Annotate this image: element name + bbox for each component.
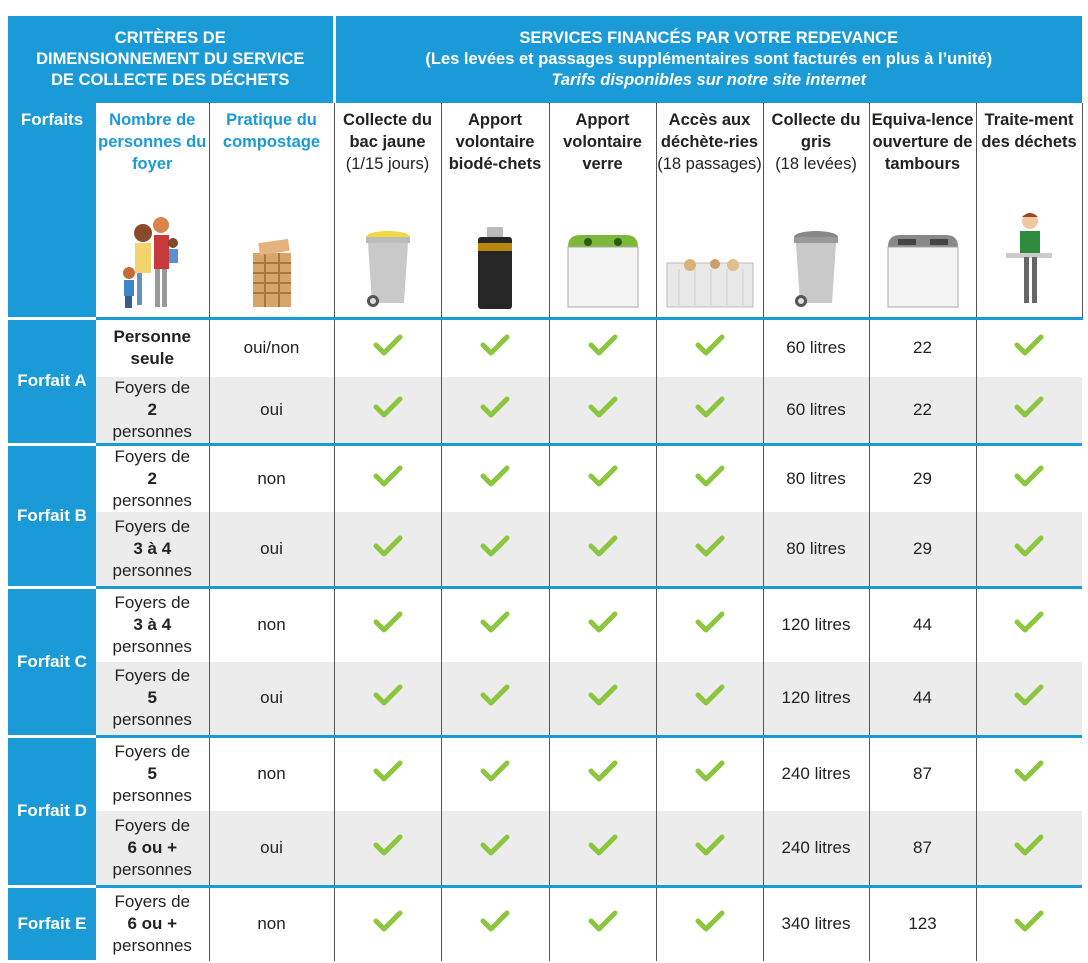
- household-text: Foyers de: [114, 593, 191, 613]
- column-header-label: Apport volontaire biodé-chets: [448, 111, 542, 173]
- included-check-icon: [441, 662, 549, 736]
- grey-bin-volume: 120 litres: [763, 587, 869, 662]
- grey-bin-icon: [764, 229, 869, 309]
- included-check-icon: [656, 512, 763, 587]
- included-check-icon: [441, 587, 549, 662]
- column-header-label: Forfaits: [20, 110, 84, 129]
- services-title: SERVICES FINANCÉS PAR VOTRE REDEVANCE: [519, 29, 899, 47]
- worker-icon: [977, 209, 1082, 309]
- skip-container-icon: [657, 259, 763, 309]
- table-row: [8, 811, 1082, 886]
- column-header-label: Collecte du bac jaune: [343, 111, 432, 151]
- included-check-icon: [656, 886, 763, 961]
- yellow-bin-icon: [335, 229, 441, 309]
- household-text: Foyers de: [114, 742, 191, 762]
- forfait-label: Forfait B: [8, 445, 96, 588]
- household-size: [96, 886, 209, 961]
- biowaste-container-icon: [442, 227, 549, 309]
- included-check-icon: [976, 736, 1082, 811]
- table-row: [8, 587, 1082, 662]
- household-text: personnes: [112, 859, 192, 879]
- column-header-label: Nombre de personnes du foyer: [98, 111, 207, 173]
- included-check-icon: [976, 512, 1082, 587]
- included-check-icon: [656, 736, 763, 811]
- included-check-icon: [549, 512, 656, 587]
- compost-value: non: [209, 886, 334, 961]
- included-check-icon: [976, 886, 1082, 961]
- criteria-line: CRITÈRES DE: [114, 29, 226, 47]
- column-header-label: Apport volontaire verre: [563, 111, 642, 173]
- compost-value: oui/non: [209, 318, 334, 377]
- drum-openings: 44: [869, 662, 976, 736]
- grey-bin-volume: 120 litres: [763, 662, 869, 736]
- included-check-icon: [656, 811, 763, 886]
- table-row: [8, 736, 1082, 811]
- grey-bin-volume: 240 litres: [763, 811, 869, 886]
- column-header: [976, 103, 1082, 318]
- grey-bin-volume: 340 litres: [763, 886, 869, 961]
- compost-value: oui: [209, 512, 334, 587]
- column-header: [441, 103, 549, 318]
- included-check-icon: [334, 662, 441, 736]
- table-row: [8, 377, 1082, 445]
- included-check-icon: [334, 886, 441, 961]
- household-count: 2: [147, 400, 157, 419]
- forfait-label: Forfait E: [8, 886, 96, 961]
- household-count: 6 ou +: [127, 914, 178, 934]
- compost-value: non: [209, 445, 334, 513]
- table-row: [8, 662, 1082, 736]
- services-note: (Les levées et passages supplémentaires sont facturés en plus à l’unité): [425, 50, 993, 68]
- included-check-icon: [334, 811, 441, 886]
- compost-bin-icon: [210, 239, 334, 309]
- included-check-icon: [976, 587, 1082, 662]
- table-row: [8, 445, 1082, 513]
- grey-bin-volume: 240 litres: [763, 736, 869, 811]
- column-header: [8, 103, 96, 318]
- included-check-icon: [441, 318, 549, 377]
- criteria-header: [8, 16, 334, 103]
- included-check-icon: [441, 736, 549, 811]
- drum-openings: 87: [869, 811, 976, 886]
- household-size: [96, 377, 209, 445]
- compost-value: oui: [209, 377, 334, 445]
- drum-openings: 29: [869, 445, 976, 513]
- glass-container-icon: [550, 233, 656, 309]
- household-text: Foyers de: [114, 892, 191, 912]
- included-check-icon: [976, 811, 1082, 886]
- household-text: personnes: [112, 710, 192, 730]
- household-count: 2: [147, 469, 157, 488]
- included-check-icon: [656, 377, 763, 445]
- household-text: Foyers de: [114, 815, 191, 835]
- grey-bin-volume: 60 litres: [763, 318, 869, 377]
- household-text: Foyers de: [114, 447, 191, 466]
- household-count: Personne seule: [113, 327, 191, 369]
- column-header: [96, 103, 209, 318]
- drum-openings: 22: [869, 377, 976, 445]
- included-check-icon: [656, 318, 763, 377]
- included-check-icon: [441, 445, 549, 513]
- drum-openings: 29: [869, 512, 976, 587]
- household-text: personnes: [112, 560, 192, 580]
- included-check-icon: [549, 736, 656, 811]
- household-text: personnes: [112, 637, 192, 657]
- included-check-icon: [549, 587, 656, 662]
- column-header-label: Traite-ment des déchets: [981, 111, 1077, 151]
- grey-bin-volume: 60 litres: [763, 377, 869, 445]
- household-size: [96, 445, 209, 513]
- column-header: [209, 103, 334, 318]
- column-header-label: Equiva-lence ouverture de tambours: [871, 111, 974, 173]
- included-check-icon: [549, 662, 656, 736]
- column-header-sub: (18 levées): [775, 155, 857, 173]
- column-header-sub: (18 passages): [657, 155, 762, 173]
- compost-value: oui: [209, 811, 334, 886]
- compost-value: non: [209, 736, 334, 811]
- table-row: [8, 512, 1082, 587]
- drum-openings: 22: [869, 318, 976, 377]
- included-check-icon: [549, 318, 656, 377]
- column-header-label: Collecte du gris: [771, 111, 861, 151]
- column-header-label: Pratique du compostage: [222, 111, 321, 151]
- included-check-icon: [334, 587, 441, 662]
- household-text: personnes: [112, 936, 192, 956]
- included-check-icon: [549, 377, 656, 445]
- household-count: 5: [147, 688, 157, 708]
- column-header: [763, 103, 869, 318]
- drum-openings: 123: [869, 886, 976, 961]
- drum-container-icon: [870, 233, 976, 309]
- forfait-label: Forfait D: [8, 736, 96, 886]
- household-count: 3 à 4: [133, 538, 172, 558]
- included-check-icon: [656, 662, 763, 736]
- drum-openings: 87: [869, 736, 976, 811]
- household-count: 6 ou +: [127, 837, 178, 857]
- included-check-icon: [441, 377, 549, 445]
- included-check-icon: [656, 445, 763, 513]
- included-check-icon: [441, 512, 549, 587]
- included-check-icon: [976, 445, 1082, 513]
- household-text: Foyers de: [114, 666, 191, 686]
- household-size: [96, 662, 209, 736]
- table-row: [8, 318, 1082, 377]
- household-text: Foyers de: [114, 378, 191, 397]
- household-size: [96, 811, 209, 886]
- column-header: [549, 103, 656, 318]
- column-header: [334, 103, 441, 318]
- included-check-icon: [976, 318, 1082, 377]
- household-text: Foyers de: [114, 516, 191, 536]
- included-check-icon: [656, 587, 763, 662]
- included-check-icon: [334, 445, 441, 513]
- household-size: [96, 736, 209, 811]
- compost-value: non: [209, 587, 334, 662]
- household-size: [96, 318, 209, 377]
- grey-bin-volume: 80 litres: [763, 512, 869, 587]
- included-check-icon: [334, 377, 441, 445]
- family-icon: [96, 213, 209, 309]
- included-check-icon: [976, 662, 1082, 736]
- column-header-sub: (1/15 jours): [345, 155, 430, 173]
- criteria-line: DE COLLECTE DES DÉCHETS: [51, 71, 290, 89]
- services-header: [334, 16, 1082, 103]
- forfait-label: Forfait C: [8, 587, 96, 736]
- household-size: [96, 587, 209, 662]
- household-text: personnes: [112, 422, 192, 441]
- forfaits-table: [8, 16, 1083, 963]
- included-check-icon: [334, 736, 441, 811]
- grey-bin-volume: 80 litres: [763, 445, 869, 513]
- included-check-icon: [441, 811, 549, 886]
- compost-value: oui: [209, 662, 334, 736]
- column-header: [656, 103, 763, 318]
- column-header: [869, 103, 976, 318]
- table-row: [8, 886, 1082, 961]
- included-check-icon: [549, 886, 656, 961]
- household-count: 5: [147, 764, 157, 784]
- included-check-icon: [441, 886, 549, 961]
- household-size: [96, 512, 209, 587]
- drum-openings: 44: [869, 587, 976, 662]
- included-check-icon: [334, 318, 441, 377]
- household-count: 3 à 4: [133, 615, 172, 635]
- included-check-icon: [334, 512, 441, 587]
- included-check-icon: [549, 811, 656, 886]
- forfait-label: Forfait A: [8, 318, 96, 445]
- column-header-label: Accès aux déchète-ries: [660, 111, 759, 151]
- included-check-icon: [549, 445, 656, 513]
- services-tarifs: Tarifs disponibles sur notre site internet: [551, 71, 867, 89]
- household-text: personnes: [112, 786, 192, 806]
- household-text: personnes: [112, 491, 192, 510]
- criteria-line: DIMENSIONNEMENT DU SERVICE: [36, 50, 305, 68]
- included-check-icon: [976, 377, 1082, 445]
